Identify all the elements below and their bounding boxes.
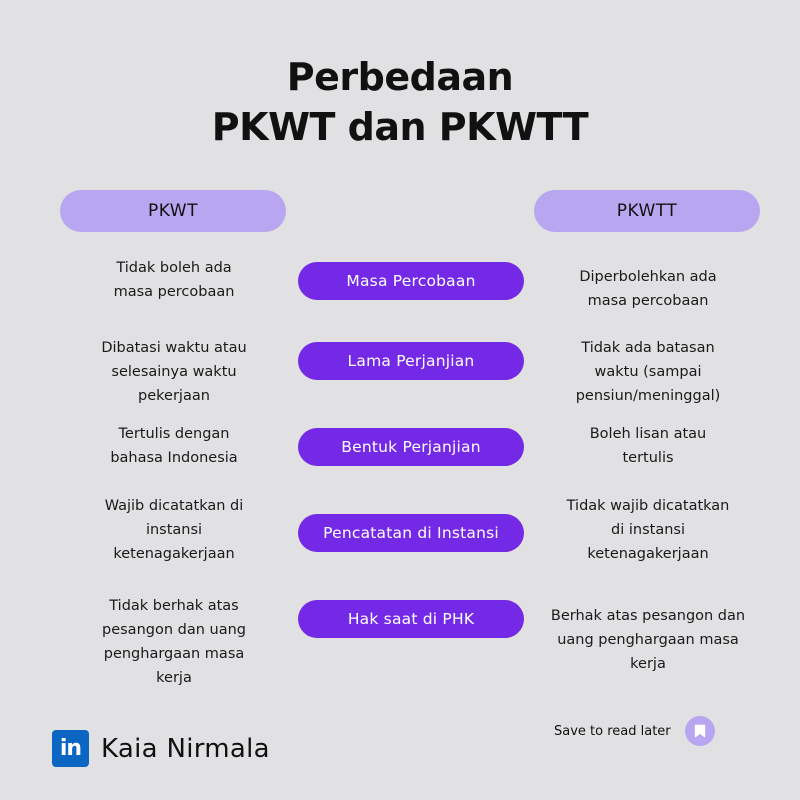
cell-text: Tidak boleh ada masa percobaan bbox=[113, 260, 235, 300]
save-label: Save to read later bbox=[554, 723, 671, 739]
cell-text: Dibatasi waktu atau selesainya waktu pekerjaan bbox=[101, 340, 247, 404]
cell-text: Tidak wajib dicatatkan di instansi ketenagakerjaan bbox=[566, 498, 730, 562]
cell-text: Diperbolehkan ada masa percobaan bbox=[579, 269, 717, 309]
cell-pkwtt-hak-saat-di-phk bbox=[538, 604, 758, 676]
row-label-hak-saat-di-phk: Hak saat di PHK bbox=[298, 600, 524, 638]
row-label-masa-percobaan: Masa Percobaan bbox=[298, 262, 524, 300]
column-header-pkwt: PKWT bbox=[60, 190, 286, 232]
title-line-2: PKWT dan PKWTT bbox=[211, 105, 589, 149]
row-label-lama-perjanjian: Lama Perjanjian bbox=[298, 342, 524, 380]
cell-pkwt-pencatatan-di-instansi bbox=[64, 494, 284, 566]
page-title bbox=[0, 52, 800, 152]
cell-pkwtt-pencatatan-di-instansi bbox=[538, 494, 758, 566]
row-label-pencatatan-di-instansi: Pencatatan di Instansi bbox=[298, 514, 524, 552]
cell-pkwtt-lama-perjanjian bbox=[538, 336, 758, 408]
title-line-1: Perbedaan bbox=[286, 55, 514, 99]
cell-pkwt-lama-perjanjian bbox=[64, 336, 284, 408]
cell-text: Wajib dicatatkan di instansi ketenagakerjaan bbox=[104, 498, 244, 562]
cell-pkwtt-bentuk-perjanjian bbox=[538, 422, 758, 470]
cell-text: Berhak atas pesangon dan uang penghargaan masa kerja bbox=[550, 608, 746, 672]
cell-text: Tertulis dengan bahasa Indonesia bbox=[110, 426, 238, 466]
cell-pkwt-masa-percobaan bbox=[64, 256, 284, 304]
cell-pkwt-bentuk-perjanjian bbox=[64, 422, 284, 470]
cell-text: Tidak berhak atas pesangon dan uang penghargaan masa kerja bbox=[102, 598, 246, 686]
cell-text: Boleh lisan atau tertulis bbox=[589, 426, 707, 466]
save-to-read-later[interactable] bbox=[554, 716, 715, 746]
bookmark-glyph bbox=[694, 724, 706, 738]
author-brand[interactable] bbox=[52, 730, 270, 767]
cell-pkwt-hak-saat-di-phk bbox=[64, 594, 284, 690]
row-label-bentuk-perjanjian: Bentuk Perjanjian bbox=[298, 428, 524, 466]
cell-text: Tidak ada batasan waktu (sampai pensiun/meninggal) bbox=[575, 340, 721, 404]
author-name: Kaia Nirmala bbox=[101, 733, 270, 764]
column-header-pkwtt: PKWTT bbox=[534, 190, 760, 232]
linkedin-icon: in bbox=[52, 730, 89, 767]
cell-pkwtt-masa-percobaan bbox=[538, 265, 758, 313]
bookmark-icon[interactable] bbox=[685, 716, 715, 746]
